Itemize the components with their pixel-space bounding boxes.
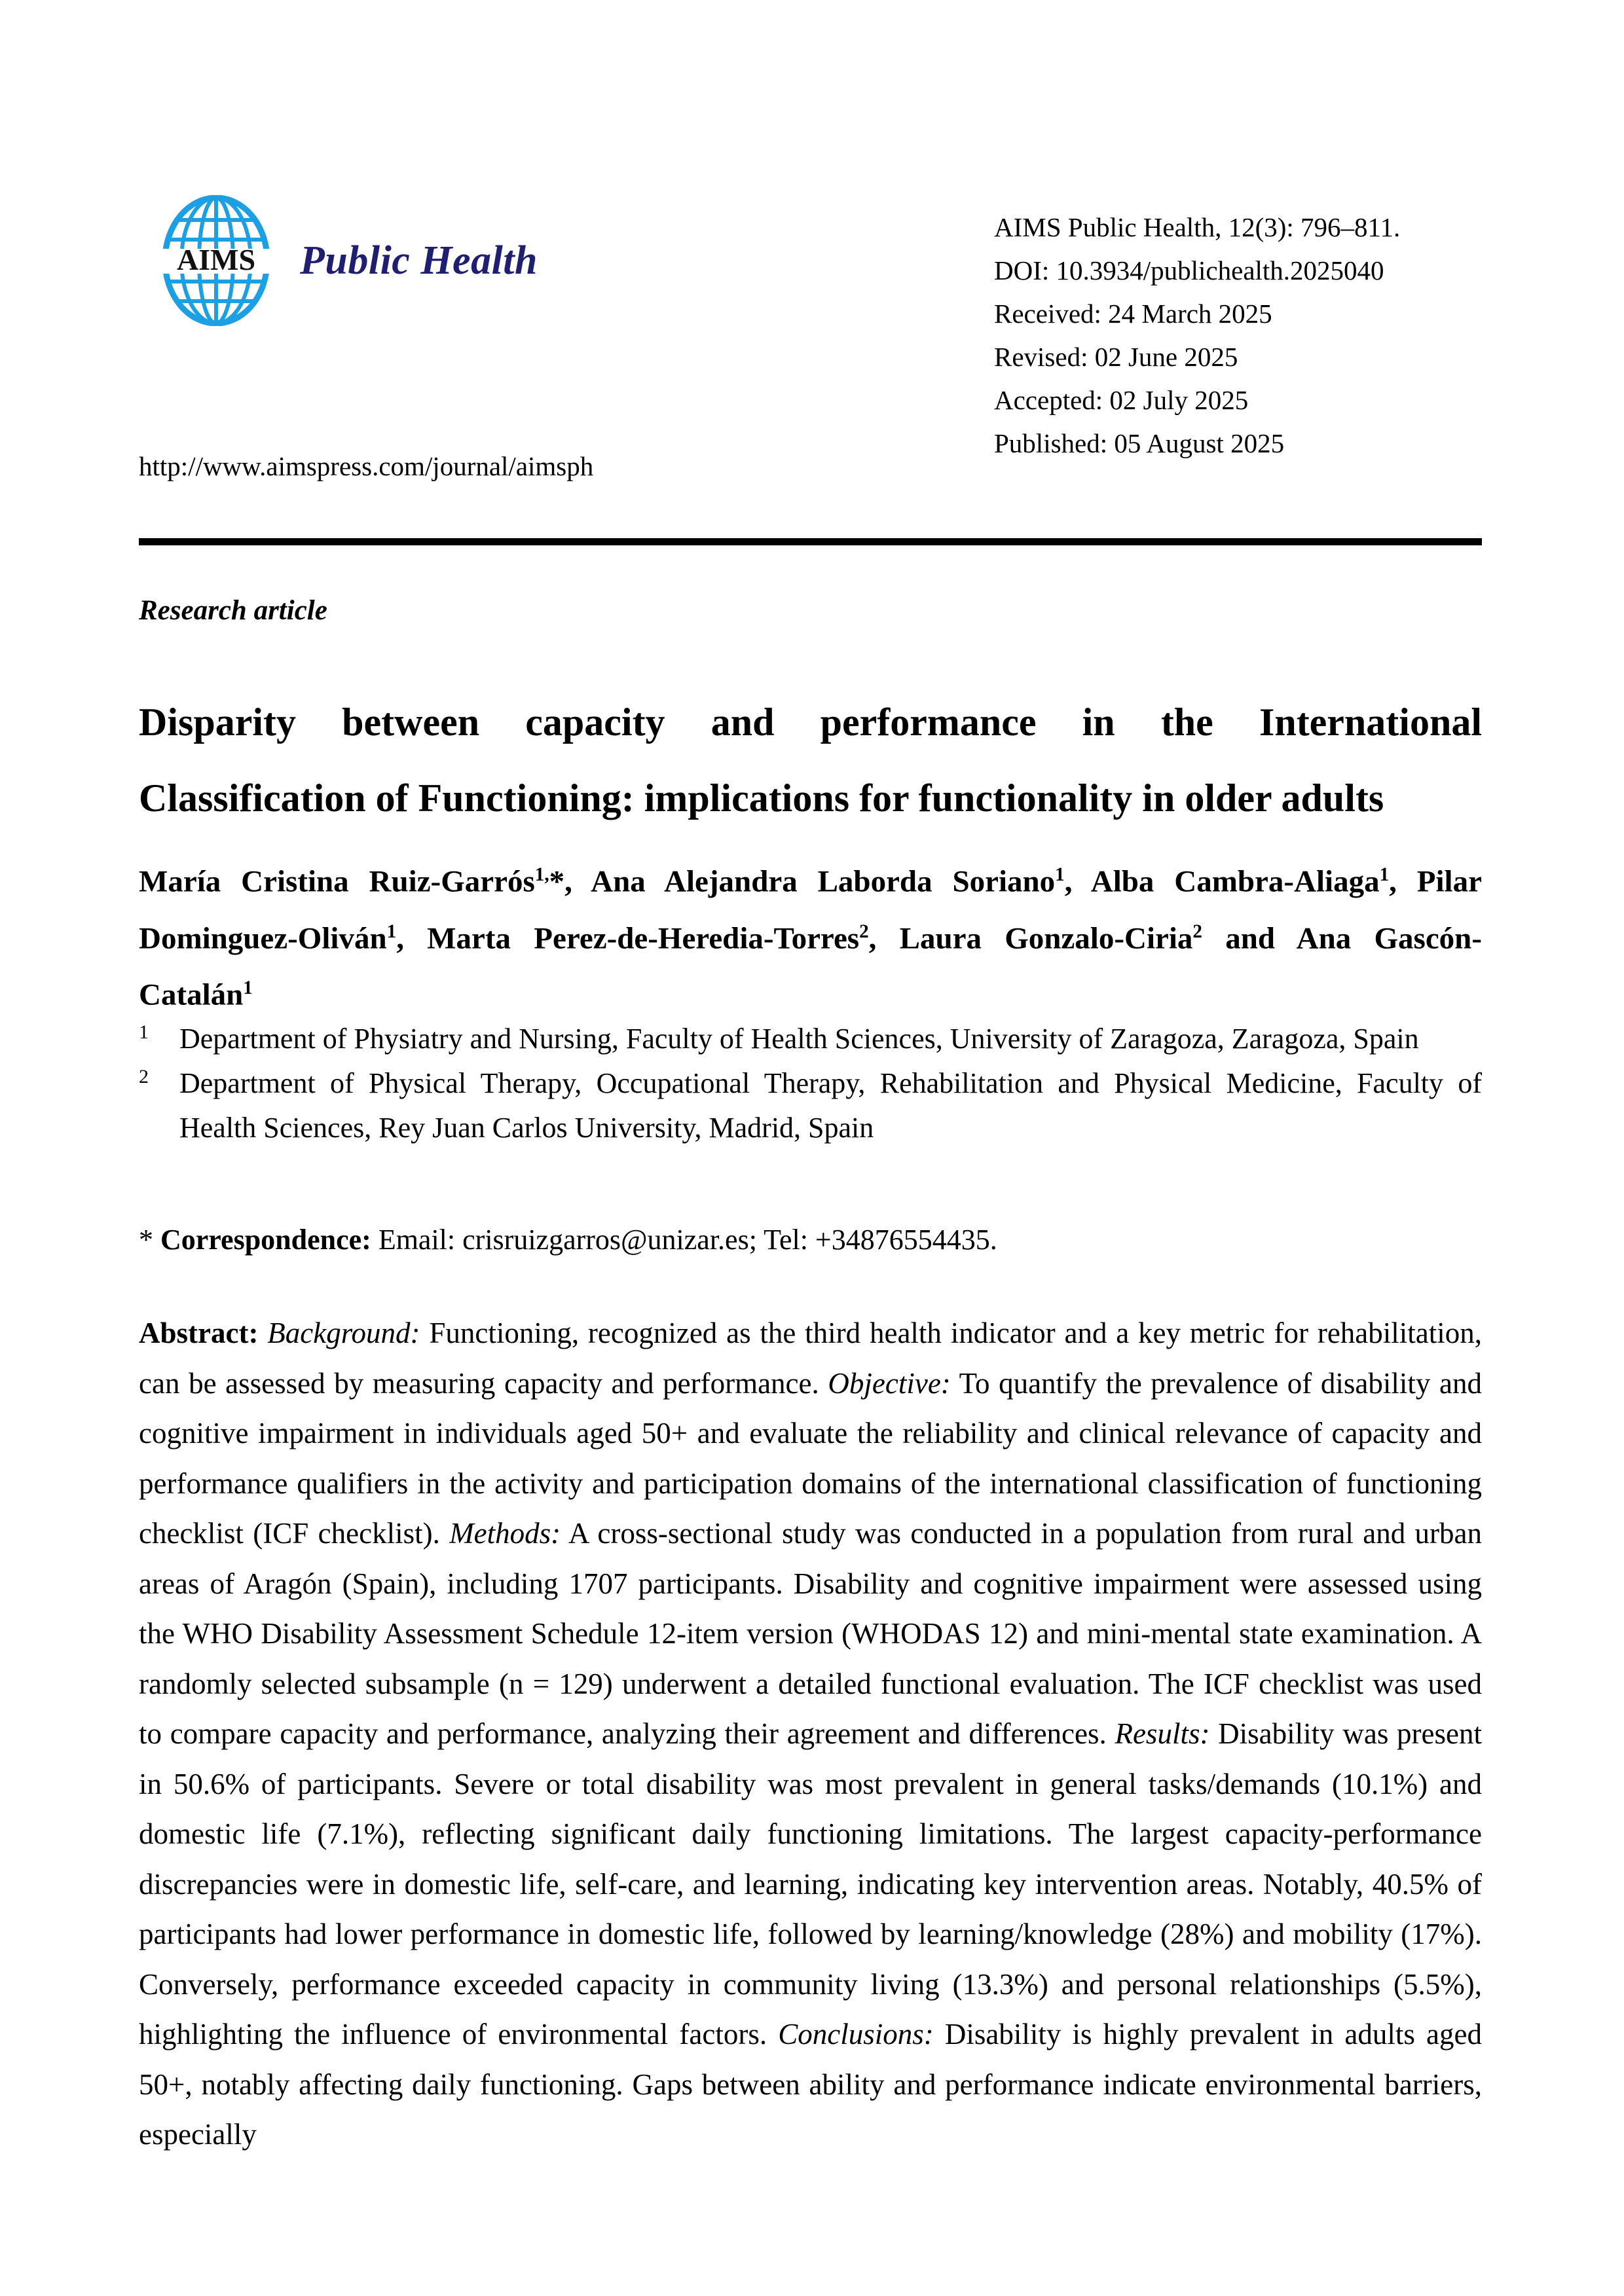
citation-line: AIMS Public Health, 12(3): 796–811.	[994, 212, 1401, 242]
doi-line: DOI: 10.3934/publichealth.2025040	[994, 255, 1384, 285]
revised-date: Revised: 02 June 2025	[994, 342, 1238, 372]
title-line-2: Classification of Functioning: implications for functionality in older adults	[139, 776, 1384, 820]
abstract-section-label: Results:	[1115, 1717, 1210, 1750]
affiliation-marker: 1	[139, 1021, 149, 1043]
affiliation-marker: 2	[139, 1066, 149, 1087]
title-word: in	[1082, 701, 1115, 744]
publication-metadata	[994, 206, 1492, 465]
affiliation-list	[139, 1017, 1482, 1150]
journal-title: Public Health	[300, 238, 538, 283]
title-word: International	[1259, 701, 1482, 744]
journal-url-link[interactable]: http://www.aimspress.com/journal/aimsph	[139, 451, 594, 481]
title-word: and	[710, 701, 775, 744]
correspondence-label: Correspondence:	[160, 1224, 371, 1256]
abstract-section-label: Conclusions:	[778, 2018, 934, 2050]
abstract-section-label: Methods:	[449, 1517, 561, 1550]
aims-globe-logo-icon	[157, 195, 275, 326]
title-word: Disparity	[139, 701, 296, 744]
affiliation-item	[139, 1017, 1482, 1061]
title-word: performance	[820, 701, 1037, 744]
abstract-section-label: Objective:	[828, 1366, 951, 1400]
correspondence-details: Email: crisruizgarros@unizar.es; Tel: +34876554435.	[378, 1224, 997, 1256]
abstract-section-text: To quantify the prevalence of disability and cognitive impairment in individuals aged 50+ and evaluate the reliability and clinical relevance of capacity and performance qualifiers in the activity and participation domains of the international classification of functioning checklist (ICF checklist).	[139, 1366, 1483, 1550]
correspondence-marker: *	[139, 1224, 153, 1256]
abstract-section-text: A cross-sectional study was conducted in a population from rural and urban areas of Aragón (Spain), including 1707 participants. Disability and cognitive impairment were assessed using the WHO Disability Assessment Schedule 12-item version (WHODAS 12) and mini-mental state examination. A randomly selected subsample (n = 129) underwent a detailed functional evaluation. The ICF checklist was used to compare capacity and performance, analyzing their agreement and differences.	[139, 1517, 1482, 1750]
title-line-1	[139, 684, 1482, 760]
title-word: between	[342, 701, 480, 744]
accepted-date: Accepted: 02 July 2025	[994, 385, 1249, 415]
masthead-divider-rule	[139, 538, 1482, 545]
title-word: the	[1160, 701, 1213, 744]
correspondence-line	[139, 1218, 1482, 1262]
abstract-section-text: Disability was present in 50.6% of participants. Severe or total disability was most prevalent in general tasks/demands (10.1%) and domestic life (7.1%), reflecting significant daily functioning limitations. The largest capacity-performance discrepancies were in domestic life, self-care, and learning, indicating key intervention areas. Notably, 40.5% of participants had lower performance in domestic life, followed by learning/knowledge (28%) and mobility (17%). Conversely, performance exceeded capacity in community living (13.3%) and personal relationships (5.5%), highlighting the influence of environmental factors.	[139, 1717, 1482, 2050]
affiliation-item	[139, 1061, 1482, 1150]
masthead	[139, 189, 1482, 490]
affiliation-text: Department of Physical Therapy, Occupational Therapy, Rehabilitation and Physical Medicine, Faculty of Health Sciences, Rey Juan Carlos University, Madrid, Spain	[179, 1067, 1482, 1144]
author-list: María Cristina Ruiz-Garrós$^{1,}$*, Ana Alejandra Laborda Soriano$^1$, Alba Cambra-Aliaga$^1$, Pilar Dominguez-Oliván$^1$, Marta Perez-de-Heredia-Torres$^2$, Laura Gonzalo-Ciria$^2$ and Ana Gascón-Catalán$^1$	[139, 864, 1482, 1012]
abstract-section-text: Disability is highly prevalent in adults aged 50+, notably affecting daily functioning. Gaps between ability and performance indicate environmental barriers, especially	[139, 2018, 1482, 2151]
title-word: capacity	[525, 701, 665, 744]
abstract-heading: Abstract:	[139, 1317, 259, 1349]
aims-logo-wordmark: AIMS	[176, 243, 256, 276]
journal-brand	[157, 195, 538, 326]
page-title	[139, 684, 1482, 836]
abstract-section-text: Functioning, recognized as the third health indicator and a key metric for rehabilitation, can be assessed by measuring capacity and performance.	[139, 1317, 1483, 1400]
abstract-section-label: Background:	[267, 1317, 420, 1349]
abstract-paragraph	[139, 1308, 1482, 2160]
article-type-label: Research article	[139, 595, 327, 626]
published-date: Published: 05 August 2025	[994, 428, 1285, 458]
affiliation-text: Department of Physiatry and Nursing, Faculty of Health Sciences, University of Zaragoza, Zaragoza, Spain	[179, 1023, 1419, 1055]
received-date: Received: 24 March 2025	[994, 299, 1272, 329]
